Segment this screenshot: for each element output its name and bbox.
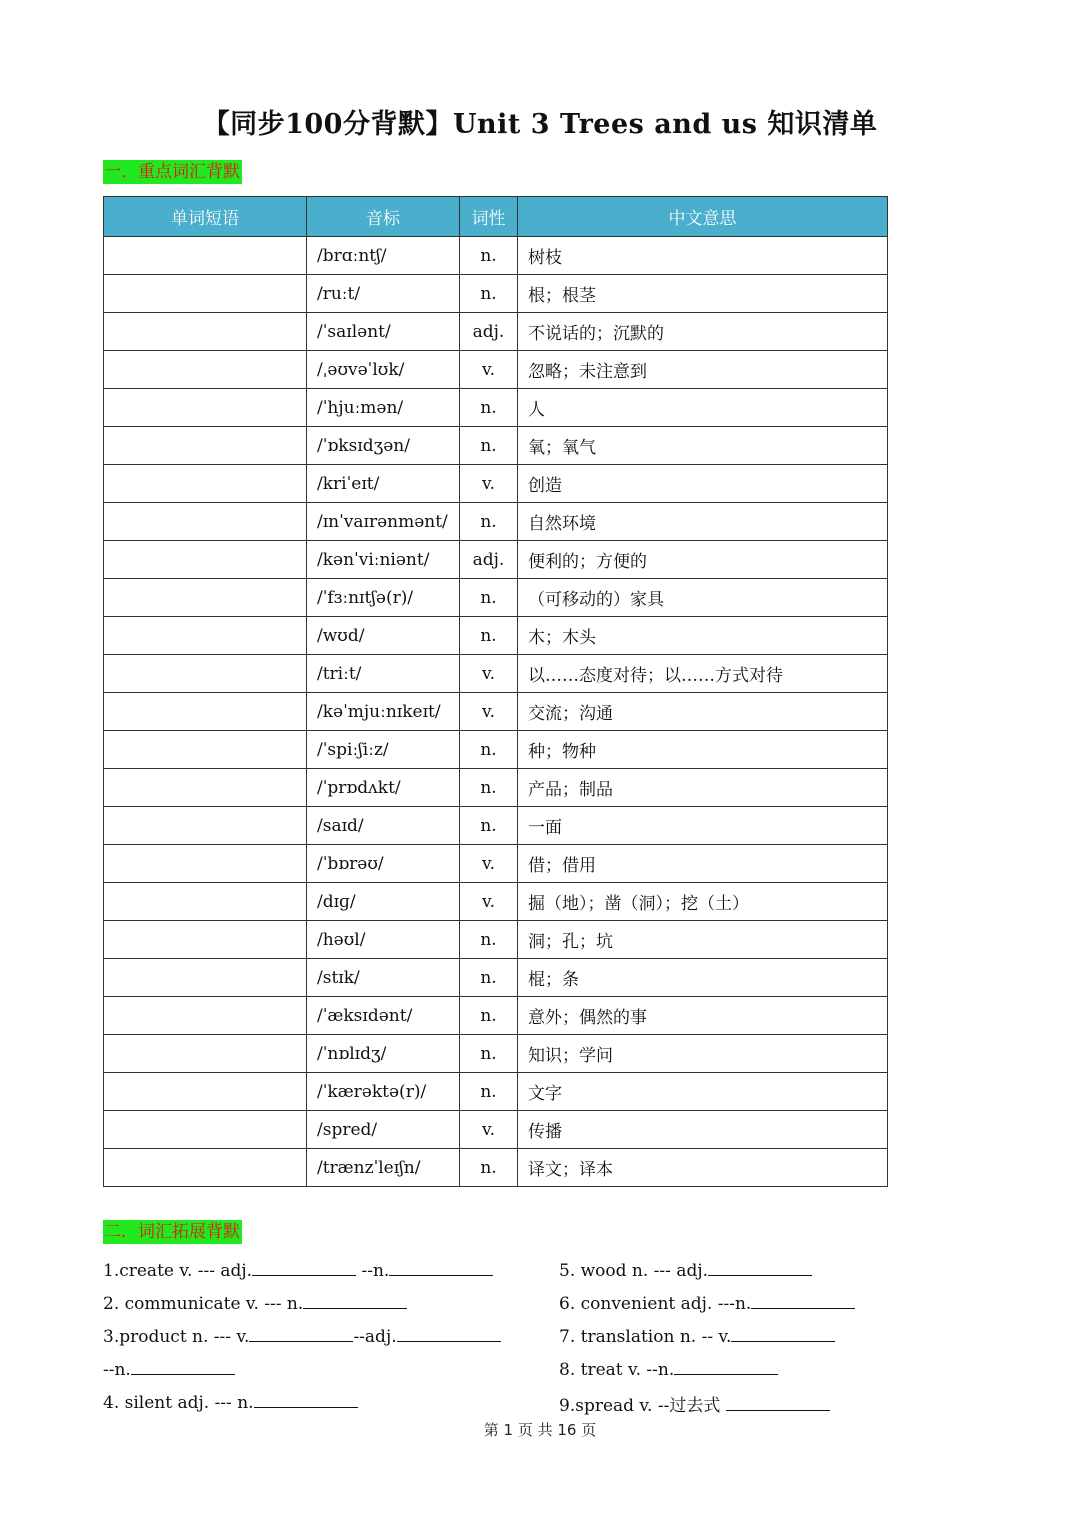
header-meaning: 中文意思 (518, 197, 888, 237)
word-cell[interactable] (104, 693, 307, 731)
table-row (104, 427, 888, 465)
header-phonetic: 音标 (307, 197, 460, 237)
pos-cell: n. (460, 427, 518, 465)
table-row (104, 237, 888, 275)
table-row (104, 579, 888, 617)
table-row (104, 807, 888, 845)
pos-cell: n. (460, 731, 518, 769)
exercise-5-prompt: 5. wood n. --- adj. (559, 1261, 709, 1281)
table-row (104, 921, 888, 959)
exercise-6-blank[interactable] (751, 1292, 855, 1309)
phonetic-cell: /ˈhjuːmən/ (307, 389, 460, 427)
table-row (104, 617, 888, 655)
table-row (104, 503, 888, 541)
pos-cell: n. (460, 959, 518, 997)
exercise-3-prompt: 3.product n. --- v. (103, 1327, 250, 1347)
pos-cell: n. (460, 237, 518, 275)
meaning-cell: 棍；条 (518, 959, 888, 997)
meaning-cell: 译文；译本 (518, 1149, 888, 1187)
phonetic-cell: /wʊd/ (307, 617, 460, 655)
exercise-2-prompt: 2. communicate v. --- n. (103, 1294, 304, 1314)
vocabulary-table (103, 196, 888, 1187)
meaning-cell: 人 (518, 389, 888, 427)
table-row (104, 1073, 888, 1111)
pos-cell: v. (460, 883, 518, 921)
exercise-3 (103, 1325, 501, 1347)
exercise-1-blank-n[interactable] (389, 1259, 493, 1276)
phonetic-cell: /spred/ (307, 1111, 460, 1149)
pos-cell: n. (460, 769, 518, 807)
pos-cell: n. (460, 275, 518, 313)
pos-cell: n. (460, 503, 518, 541)
phonetic-cell: /ruːt/ (307, 275, 460, 313)
meaning-cell: 知识；学问 (518, 1035, 888, 1073)
word-cell[interactable] (104, 655, 307, 693)
table-row (104, 883, 888, 921)
meaning-cell: 产品；制品 (518, 769, 888, 807)
meaning-cell: 意外；偶然的事 (518, 997, 888, 1035)
table-header-row (104, 197, 888, 237)
exercise-4-prompt: 4. silent adj. --- n. (103, 1393, 254, 1413)
meaning-cell: 木；木头 (518, 617, 888, 655)
pos-cell: n. (460, 1073, 518, 1111)
word-cell[interactable] (104, 579, 307, 617)
table-row (104, 313, 888, 351)
header-pos: 词性 (460, 197, 518, 237)
table-row (104, 465, 888, 503)
table-row (104, 769, 888, 807)
phonetic-cell: /həʊl/ (307, 921, 460, 959)
pos-cell: adj. (460, 541, 518, 579)
table-row (104, 959, 888, 997)
exercise-8-blank[interactable] (674, 1358, 778, 1375)
exercise-7-prompt: 7. translation n. -- v. (559, 1327, 732, 1347)
phonetic-cell: /stɪk/ (307, 959, 460, 997)
table-row (104, 1111, 888, 1149)
meaning-cell: 借；借用 (518, 845, 888, 883)
phonetic-cell: /ˈsaɪlənt/ (307, 313, 460, 351)
exercise-9 (559, 1391, 830, 1416)
word-cell[interactable] (104, 389, 307, 427)
exercise-9-blank[interactable] (726, 1394, 830, 1411)
meaning-cell: 交流；沟通 (518, 693, 888, 731)
pos-cell: n. (460, 579, 518, 617)
pos-cell: n. (460, 807, 518, 845)
word-cell[interactable] (104, 465, 307, 503)
pos-cell: adj. (460, 313, 518, 351)
exercise-7-blank[interactable] (731, 1325, 835, 1342)
exercise-6 (559, 1292, 855, 1314)
exercise-3-blank-adj[interactable] (397, 1325, 501, 1342)
meaning-cell: 种；物种 (518, 731, 888, 769)
section-heading-key-vocabulary: 一．重点词汇背默 (104, 162, 240, 182)
exercise-5-blank[interactable] (708, 1259, 812, 1276)
table-row (104, 541, 888, 579)
exercise-3-prompt-3: --n. (103, 1360, 131, 1380)
word-cell[interactable] (104, 997, 307, 1035)
phonetic-cell: /ˈɒksɪdʒən/ (307, 427, 460, 465)
word-cell[interactable] (104, 921, 307, 959)
meaning-cell: 忽略；未注意到 (518, 351, 888, 389)
pos-cell: v. (460, 845, 518, 883)
table-row (104, 275, 888, 313)
word-cell[interactable] (104, 807, 307, 845)
meaning-cell: 掘（地）；凿（洞）；挖（土） (518, 883, 888, 921)
meaning-cell: 不说话的；沉默的 (518, 313, 888, 351)
pos-cell: n. (460, 389, 518, 427)
exercise-3-continued (103, 1358, 235, 1380)
exercise-1-prompt-2: --n. (356, 1261, 390, 1281)
pos-cell: v. (460, 465, 518, 503)
phonetic-cell: /ɪnˈvaɪrənmənt/ (307, 503, 460, 541)
exercise-4-blank[interactable] (254, 1391, 358, 1408)
exercise-2-blank[interactable] (303, 1292, 407, 1309)
table-row (104, 845, 888, 883)
phonetic-cell: /ˈnɒlɪdʒ/ (307, 1035, 460, 1073)
pos-cell: n. (460, 1149, 518, 1187)
meaning-cell: 氧；氧气 (518, 427, 888, 465)
section-heading-vocabulary-expansion: 二．词汇拓展背默 (104, 1222, 240, 1242)
table-row (104, 997, 888, 1035)
word-cell[interactable] (104, 503, 307, 541)
word-cell[interactable] (104, 959, 307, 997)
word-cell[interactable] (104, 541, 307, 579)
pos-cell: v. (460, 655, 518, 693)
exercise-3-prompt-2: --adj. (353, 1327, 397, 1347)
exercise-2 (103, 1292, 407, 1314)
exercise-8-prompt: 8. treat v. --n. (559, 1360, 675, 1380)
word-cell[interactable] (104, 731, 307, 769)
word-cell[interactable] (104, 1149, 307, 1187)
table-row (104, 1149, 888, 1187)
meaning-cell: 文字 (518, 1073, 888, 1111)
phonetic-cell: /ˈkærəktə(r)/ (307, 1073, 460, 1111)
pos-cell: n. (460, 921, 518, 959)
meaning-cell: 一面 (518, 807, 888, 845)
meaning-cell: 树枝 (518, 237, 888, 275)
header-word: 单词短语 (104, 197, 307, 237)
word-cell[interactable] (104, 617, 307, 655)
exercise-1 (103, 1259, 493, 1281)
pos-cell: v. (460, 1111, 518, 1149)
word-cell[interactable] (104, 769, 307, 807)
phonetic-cell: /kənˈviːniənt/ (307, 541, 460, 579)
meaning-cell: 洞；孔；坑 (518, 921, 888, 959)
phonetic-cell: /ˌəʊvəˈlʊk/ (307, 351, 460, 389)
table-row (104, 1035, 888, 1073)
exercise-3-blank-n[interactable] (131, 1358, 235, 1375)
phonetic-cell: /kəˈmjuːnɪkeɪt/ (307, 693, 460, 731)
word-cell[interactable] (104, 427, 307, 465)
phonetic-cell: /kriˈeɪt/ (307, 465, 460, 503)
meaning-cell: 传播 (518, 1111, 888, 1149)
page-footer: 第 1 页 共 16 页 (483, 1421, 597, 1439)
word-cell[interactable] (104, 275, 307, 313)
pos-cell: n. (460, 997, 518, 1035)
meaning-cell: 创造 (518, 465, 888, 503)
meaning-cell: 根；根茎 (518, 275, 888, 313)
word-cell[interactable] (104, 237, 307, 275)
word-cell[interactable] (104, 351, 307, 389)
exercise-4 (103, 1391, 358, 1413)
phonetic-cell: /brɑːntʃ/ (307, 237, 460, 275)
phonetic-cell: /trænzˈleɪʃn/ (307, 1149, 460, 1187)
word-cell[interactable] (104, 1111, 307, 1149)
meaning-cell: （可移动的）家具 (518, 579, 888, 617)
pos-cell: v. (460, 351, 518, 389)
word-cell[interactable] (104, 845, 307, 883)
phonetic-cell: /ˈprɒdʌkt/ (307, 769, 460, 807)
phonetic-cell: /ˈæksɪdənt/ (307, 997, 460, 1035)
table-row (104, 693, 888, 731)
table-row (104, 351, 888, 389)
table-row (104, 389, 888, 427)
table-row (104, 731, 888, 769)
pos-cell: n. (460, 1035, 518, 1073)
word-cell[interactable] (104, 1073, 307, 1111)
phonetic-cell: /triːt/ (307, 655, 460, 693)
phonetic-cell: /ˈspiːʃiːz/ (307, 731, 460, 769)
pos-cell: v. (460, 693, 518, 731)
exercise-8 (559, 1358, 778, 1380)
meaning-cell: 以……态度对待；以……方式对待 (518, 655, 888, 693)
word-cell[interactable] (104, 883, 307, 921)
pos-cell: n. (460, 617, 518, 655)
exercise-7 (559, 1325, 835, 1347)
meaning-cell: 便利的；方便的 (518, 541, 888, 579)
page-title: 【同步100分背默】Unit 3 Trees and us 知识清单 (202, 109, 878, 140)
word-cell[interactable] (104, 313, 307, 351)
table-row (104, 655, 888, 693)
phonetic-cell: /ˈbɒrəʊ/ (307, 845, 460, 883)
word-cell[interactable] (104, 1035, 307, 1073)
phonetic-cell: /ˈfɜːnɪtʃə(r)/ (307, 579, 460, 617)
exercise-3-blank-v[interactable] (249, 1325, 353, 1342)
exercise-6-prompt: 6. convenient adj. ---n. (559, 1294, 752, 1314)
phonetic-cell: /saɪd/ (307, 807, 460, 845)
phonetic-cell: /dɪɡ/ (307, 883, 460, 921)
exercise-5 (559, 1259, 812, 1281)
meaning-cell: 自然环境 (518, 503, 888, 541)
exercise-9-prompt: 9.spread v. --过去式 (559, 1396, 726, 1416)
exercise-1-blank-adj[interactable] (252, 1259, 356, 1276)
exercise-1-prompt: 1.create v. --- adj. (103, 1261, 253, 1281)
